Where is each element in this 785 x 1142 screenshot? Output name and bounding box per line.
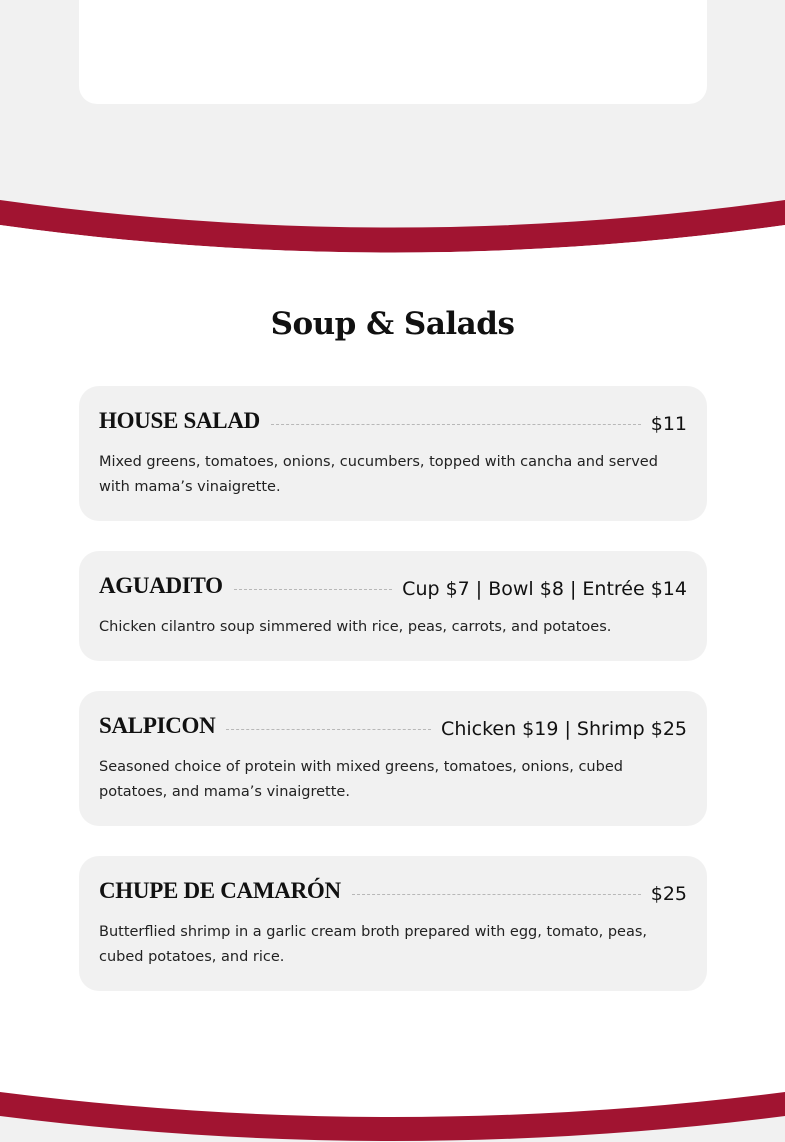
menu-item-name: CHUPE DE CAMARÓN xyxy=(99,878,341,903)
menu-item-description: Mixed greens, tomatoes, onions, cucumbers, topped with cancha and served with mama’s vinaigrette. xyxy=(99,454,658,495)
menu-item-aguadito xyxy=(79,551,707,661)
menu-item-name: SALPICON xyxy=(99,713,216,738)
dotted-leader xyxy=(226,729,431,730)
menu-item-description: Butterflied shrimp in a garlic cream broth prepared with egg, tomato, peas, cubed potatoes, and rice. xyxy=(99,924,647,965)
bottom-wave-divider xyxy=(0,1080,785,1142)
menu-item-name: AGUADITO xyxy=(99,573,223,598)
menu-item-price: Chicken $19 | Shrimp $25 xyxy=(441,717,687,740)
dotted-leader xyxy=(352,894,641,895)
menu-item-header xyxy=(99,874,687,908)
dotted-leader xyxy=(234,589,392,590)
menu-item-house-salad xyxy=(79,386,707,521)
menu-item-header xyxy=(99,709,687,743)
menu-item-header xyxy=(99,404,687,438)
top-wave-divider xyxy=(0,190,785,260)
menu-item-price: Cup $7 | Bowl $8 | Entrée $14 xyxy=(402,577,687,600)
menu-item-chupe-de-camaron xyxy=(79,856,707,991)
dotted-leader xyxy=(271,424,641,425)
menu-item-salpicon xyxy=(79,691,707,826)
menu-item-name: HOUSE SALAD xyxy=(99,408,260,433)
menu-item-price: $25 xyxy=(650,882,687,905)
menu-item-header xyxy=(99,569,687,603)
menu-item-description: Chicken cilantro soup simmered with rice, peas, carrots, and potatoes. xyxy=(99,619,612,635)
previous-section-card xyxy=(79,0,707,104)
menu-item-price: $11 xyxy=(650,412,687,435)
section-title: Soup & Salads xyxy=(270,306,515,342)
menu-item-description: Seasoned choice of protein with mixed greens, tomatoes, onions, cubed potatoes, and mama’s vinaigrette. xyxy=(99,759,623,800)
